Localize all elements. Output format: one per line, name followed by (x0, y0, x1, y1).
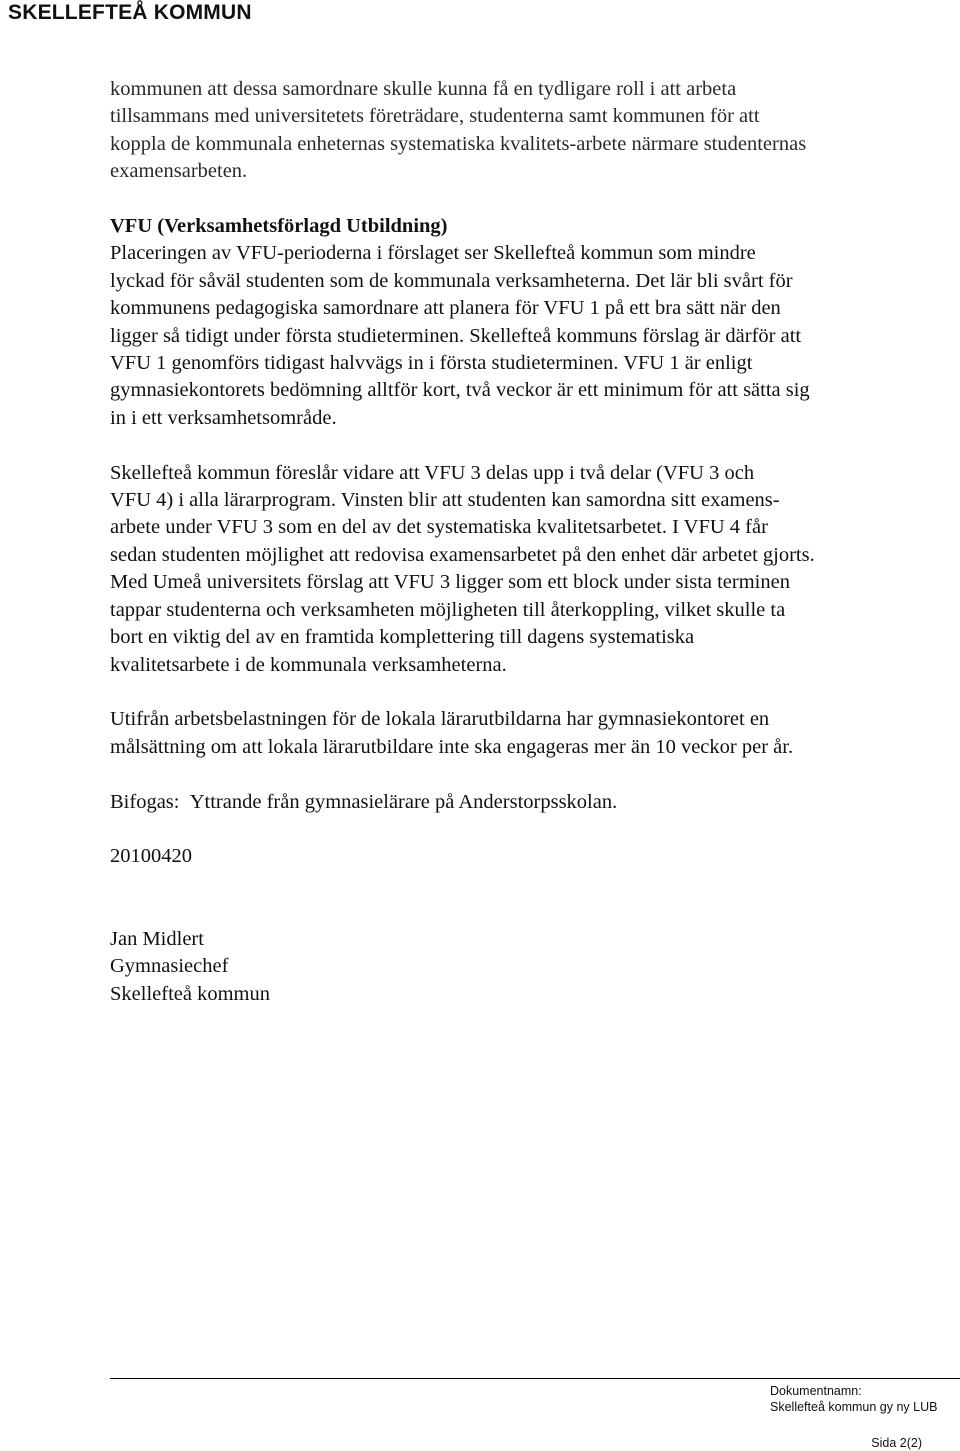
signature-name: Jan Midlert (110, 927, 204, 950)
text-line: VFU 4) i alla lärarprogram. Vinsten blir att studenten kan samordna sitt examens- (110, 489, 780, 512)
intro-paragraph (110, 76, 945, 186)
page-number: Sida 2(2) (871, 1436, 922, 1450)
text-line: ligger så tidigt under första studieterminen. Skellefteå kommuns förslag är därför att (110, 324, 802, 347)
footer-document-name (770, 1383, 937, 1415)
signature-block (110, 926, 945, 1008)
organization-header: SKELLEFTEÅ KOMMUN (8, 1, 252, 24)
text-line: kommunen att dessa samordnare skulle kunna få en tydligare roll i att arbeta (110, 78, 737, 100)
text-line: tappar studenterna och verksamheten möjligheten till återkoppling, vilket skulle ta (110, 598, 786, 621)
text-line: in i ett verksamhetsområde. (110, 406, 337, 429)
footer-divider (110, 1378, 960, 1379)
document-body (110, 76, 945, 1008)
text-line: målsättning om att lokala lärarutbildare inte ska engageras mer än 10 veckor per år. (110, 735, 794, 758)
text-line: lyckad för såväl studenten som de kommunala verksamheterna. Det lär bli svårt för (110, 269, 793, 292)
proposal-paragraph (110, 460, 945, 679)
signature-title: Gymnasiechef (110, 955, 229, 978)
text-line: sedan studenten möjlighet att redovisa examensarbetet på den enhet där arbetet gjorts. (110, 543, 815, 566)
attachment-line (110, 789, 945, 816)
attachment-text: Yttrande från gymnasielärare på Anderstorpsskolan. (189, 790, 618, 813)
text-line: VFU 1 genomförs tidigast halvvägs in i första studieterminen. VFU 1 är enligt (110, 352, 753, 375)
text-line: examensarbeten. (110, 160, 248, 183)
text-line: arbete under VFU 3 som en del av det systematiska kvalitetsarbetet. I VFU 4 får (110, 516, 768, 539)
vfu-paragraph (110, 240, 945, 432)
document-name-label: Dokumentnamn: (770, 1384, 862, 1398)
goal-paragraph (110, 706, 945, 761)
text-line: Utifrån arbetsbelastningen för de lokala lärarutbildarna har gymnasiekontoret en (110, 708, 770, 731)
text-line: bort en viktig del av en framtida komplettering till dagens systematiska (110, 626, 695, 649)
text-line: kvalitetsarbete i de kommunala verksamheterna. (110, 653, 507, 676)
attachment-label: Bifogas: (110, 790, 180, 813)
section-heading: VFU (Verksamhetsförlagd Utbildning) (110, 215, 448, 238)
document-name-value: Skellefteå kommun gy ny LUB (770, 1400, 938, 1414)
text-line: kommunens pedagogiska samordnare att planera för VFU 1 på ett bra sätt när den (110, 297, 781, 320)
text-line: gymnasiekontorets bedömning alltför kort, två veckor är ett minimum för att sätta sig (110, 379, 810, 402)
text-line: Placeringen av VFU-perioderna i förslaget ser Skellefteå kommun som mindre (110, 242, 756, 265)
signature-organization: Skellefteå kommun (110, 982, 270, 1005)
text-line: Skellefteå kommun föreslår vidare att VFU 3 delas upp i två delar (VFU 3 och (110, 461, 755, 484)
document-date: 20100420 (110, 845, 192, 868)
text-line: koppla de kommunala enheternas systematiska kvalitets-arbete närmare studenternas (110, 132, 807, 155)
text-line: tillsammans med universitetets företrädare, studenterna samt kommunen för att (110, 105, 760, 128)
text-line: Med Umeå universitets förslag att VFU 3 ligger som ett block under sista terminen (110, 571, 790, 594)
